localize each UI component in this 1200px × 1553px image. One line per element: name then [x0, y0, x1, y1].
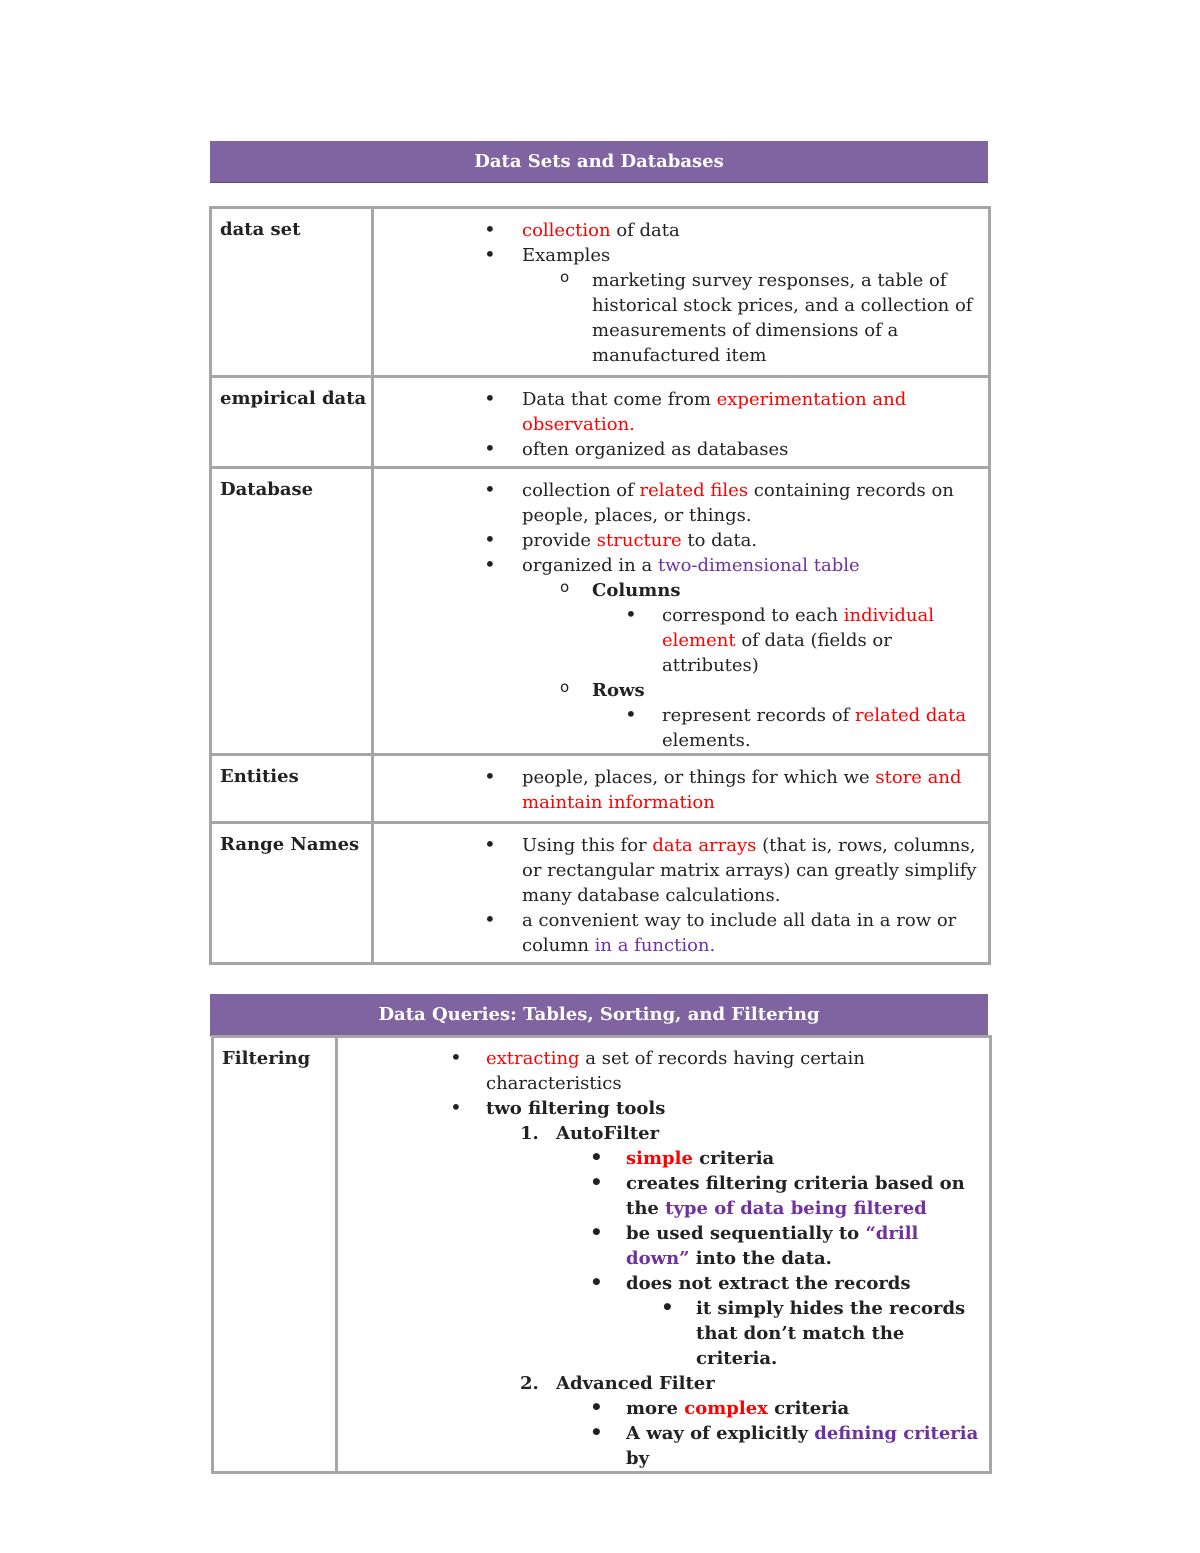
term-entities: Entities — [211, 755, 373, 823]
list-item: • people, places, or things for which we store and maintain information — [374, 765, 978, 815]
table-row — [213, 1037, 991, 1473]
table-row — [211, 823, 990, 964]
list-item: • represent records of related data elements. — [592, 703, 978, 753]
list-item: • simple criteria — [556, 1146, 979, 1171]
data-sets-table — [209, 206, 991, 965]
list-item: • correspond to each individual element of data (fields or attributes) — [592, 603, 978, 678]
list-item: • more complex criteria — [556, 1396, 979, 1421]
list-item: • often organized as databases — [374, 437, 978, 462]
table-row — [211, 377, 990, 468]
list-item: • A way of explicitly defining criteria by — [556, 1421, 979, 1471]
list-item: • organized in a two-dimensional table o Columns • correspond to each individual element of data (fields or attributes) o Rows • represent records of related data elements. — [374, 553, 978, 753]
term-empirical-data: empirical data — [211, 377, 373, 468]
list-item: • it simply hides the records that don’t match the criteria. — [626, 1296, 979, 1371]
list-item: • collection of data — [374, 218, 978, 243]
list-item: • extracting a set of records having certain characteristics — [338, 1046, 979, 1096]
term-range-names: Range Names — [211, 823, 373, 964]
term-filtering: Filtering — [213, 1037, 337, 1473]
list-item: 1. AutoFilter • simple criteria • creates filtering criteria based on the type of data being filtered • be used sequentially to “drill down” into the data. • does not extract the records • it simply hides the records that don’t match the criteria. — [338, 1121, 979, 1371]
list-item: • provide structure to data. — [374, 528, 978, 553]
list-item: o marketing survey responses, a table of historical stock prices, and a collection of measurements of dimensions of a manufactured item — [522, 268, 978, 368]
list-item: • be used sequentially to “drill down” into the data. — [556, 1221, 979, 1271]
list-item: 2. Advanced Filter • more complex criteria • A way of explicitly defining criteria by — [338, 1371, 979, 1471]
data-queries-table — [211, 1035, 992, 1474]
section-header-data-queries: Data Queries: Tables, Sorting, and Filtering — [210, 994, 988, 1036]
table-row — [211, 755, 990, 823]
definition-cell — [373, 208, 990, 377]
list-item: • does not extract the records • it simply hides the records that don’t match the criteria. — [556, 1271, 979, 1371]
definition-cell — [373, 755, 990, 823]
list-item: o Rows • represent records of related data elements. — [522, 678, 978, 753]
list-item: • Using this for data arrays (that is, rows, columns, or rectangular matrix arrays) can greatly simplify many database calculations. — [374, 833, 978, 908]
definition-cell — [373, 823, 990, 964]
definition-cell — [373, 377, 990, 468]
table-row — [211, 208, 990, 377]
term-data-set: data set — [211, 208, 373, 377]
definition-cell — [373, 468, 990, 755]
list-item: • two filtering tools 1. AutoFilter • simple criteria • creates filtering criteria based on the type of data being filtered • be used sequentially to “drill down” into the data. • does not extract the records • it simply hides the records that don’t match the criteria. 2. Advanced Filter • more complex criteria • A way of explicitly defining criteria by — [338, 1096, 979, 1471]
list-item: • collection of related files containing records on people, places, or things. — [374, 478, 978, 528]
list-item: o Columns • correspond to each individual element of data (fields or attributes) — [522, 578, 978, 678]
definition-cell — [337, 1037, 991, 1473]
table-row — [211, 468, 990, 755]
list-item: • Examples o marketing survey responses, a table of historical stock prices, and a collection of measurements of dimensions of a manufactured item — [374, 243, 978, 368]
section-header-data-sets: Data Sets and Databases — [210, 141, 988, 183]
list-item: • creates filtering criteria based on the type of data being filtered — [556, 1171, 979, 1221]
list-item: • Data that come from experimentation and observation. — [374, 387, 978, 437]
list-item: • a convenient way to include all data in a row or column in a function. — [374, 908, 978, 958]
term-database: Database — [211, 468, 373, 755]
